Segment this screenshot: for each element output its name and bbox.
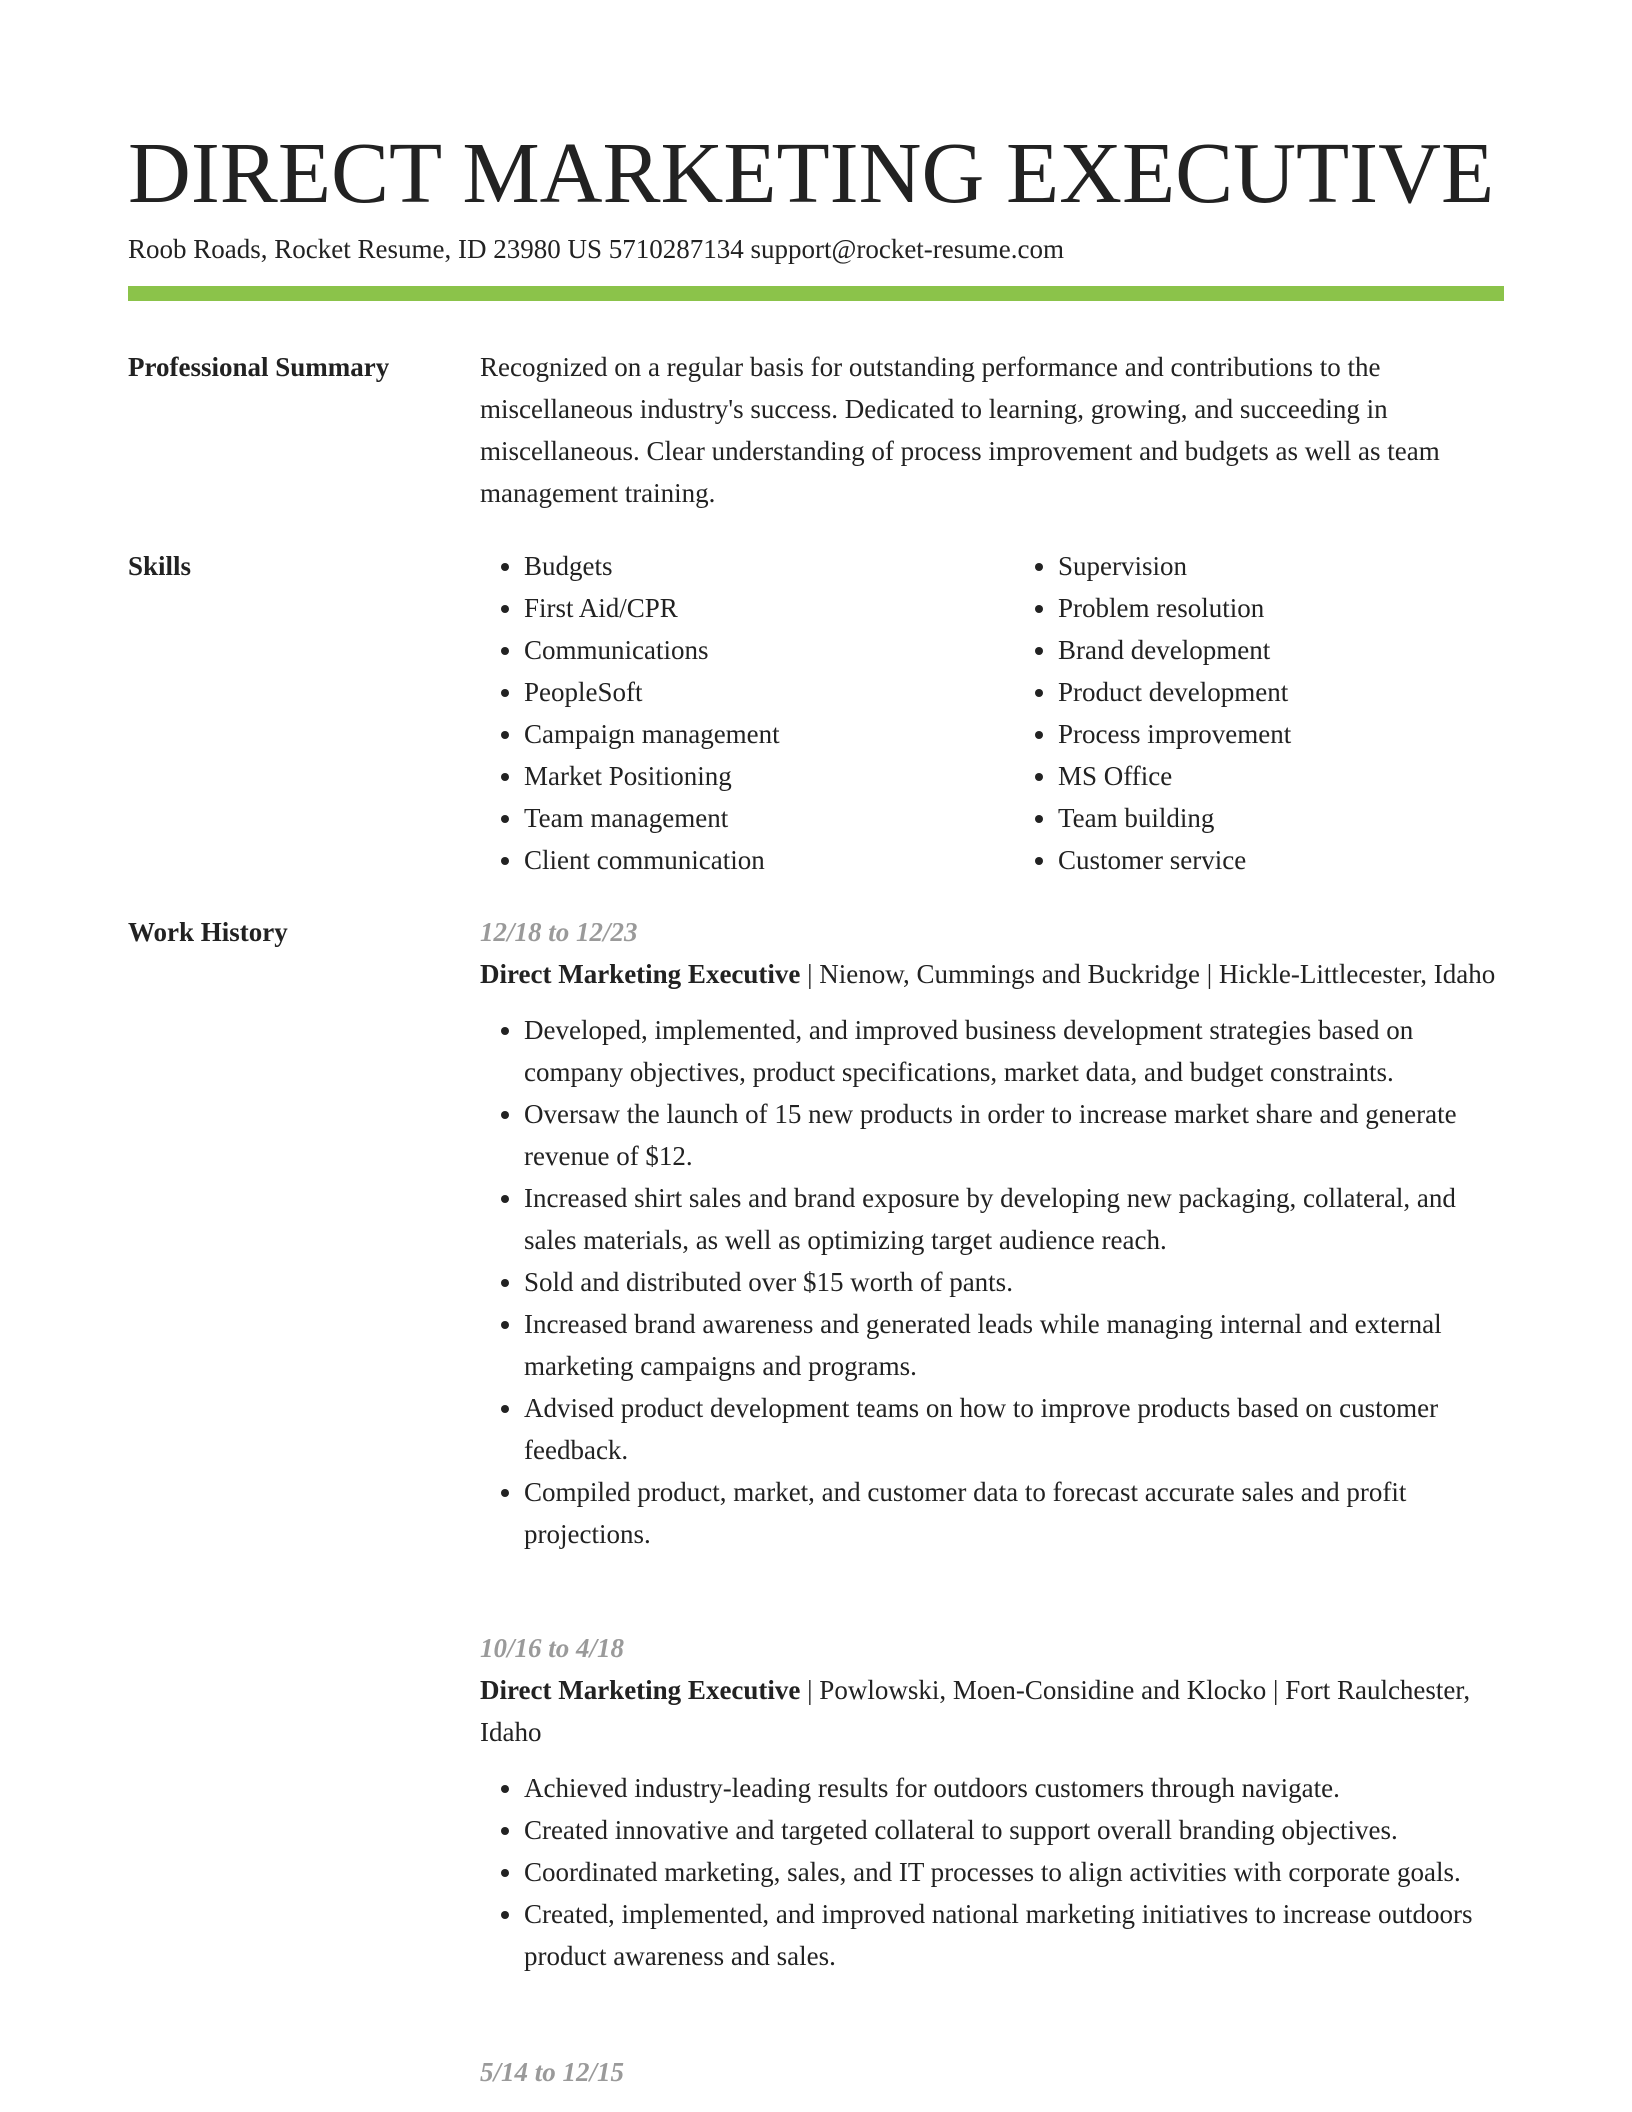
job-bullets xyxy=(480,1009,1504,1555)
job-role: Direct Marketing Executive xyxy=(480,959,801,989)
skill-item: • MS Office xyxy=(1058,755,1504,797)
page-title: DIRECT MARKETING EXECUTIVE xyxy=(128,124,1495,221)
job-entry xyxy=(480,911,1504,1555)
skill-item: • Process improvement xyxy=(1058,713,1504,755)
job-bullet: • Oversaw the launch of 15 new products in order to increase market share and generate revenue of $12. xyxy=(524,1093,1504,1177)
job-bullet: • Developed, implemented, and improved business development strategies based on company objectives, product specifications, market data, and budget constraints. xyxy=(524,1009,1504,1093)
summary-heading: Professional Summary xyxy=(128,352,390,382)
job-role: Direct Marketing Executive xyxy=(480,1675,801,1705)
summary-text: Recognized on a regular basis for outstanding performance and contributions to the miscellaneous industry's success. Dedicated to learning, growing, and succeeding in miscellaneous. Clear understanding of process improvement and budgets as well as team management training. xyxy=(480,352,1440,508)
skill-item: • Campaign management xyxy=(524,713,970,755)
skill-item: • Market Positioning xyxy=(524,755,970,797)
job-bullet: • Advised product development teams on how to improve products based on customer feedback. xyxy=(524,1387,1504,1471)
summary-body xyxy=(480,346,1504,514)
skill-item: • Client communication xyxy=(524,839,970,881)
accent-divider xyxy=(128,286,1504,301)
job-bullet: • Increased brand awareness and generated leads while managing internal and external marketing campaigns and programs. xyxy=(524,1303,1504,1387)
skills-column-2 xyxy=(1014,545,1504,881)
job-header xyxy=(480,1669,1504,1753)
job-bullet: • Created innovative and targeted collateral to support overall branding objectives. xyxy=(524,1809,1504,1851)
skill-item: • PeopleSoft xyxy=(524,671,970,713)
job-header xyxy=(480,953,1504,995)
job-date: 12/18 to 12/23 xyxy=(480,917,638,947)
skills-heading: Skills xyxy=(128,551,192,581)
skill-item: • Supervision xyxy=(1058,545,1504,587)
contact-line: Roob Roads, Rocket Resume, ID 23980 US 5710287134 support@rocket-resume.com xyxy=(128,234,1064,264)
job-bullet: • Created, implemented, and improved national marketing initiatives to increase outdoors product awareness and sales. xyxy=(524,1893,1504,1977)
skills-column-1 xyxy=(480,545,970,881)
job-entry xyxy=(480,2051,1504,2093)
work-history-heading: Work History xyxy=(128,917,288,947)
skill-item: • Team building xyxy=(1058,797,1504,839)
job-date: 5/14 to 12/15 xyxy=(480,2057,625,2087)
skill-item: • Brand development xyxy=(1058,629,1504,671)
job-bullet: • Compiled product, market, and customer data to forecast accurate sales and profit projections. xyxy=(524,1471,1504,1555)
job-bullet: • Achieved industry-leading results for outdoors customers through navigate. xyxy=(524,1767,1504,1809)
skills-body xyxy=(480,545,1504,881)
job-bullets xyxy=(480,1767,1504,1977)
skill-item: • Customer service xyxy=(1058,839,1504,881)
skill-item: • Team management xyxy=(524,797,970,839)
skill-item: • First Aid/CPR xyxy=(524,587,970,629)
job-details: | Powlowski, Moen-Considine and Klocko | Fort Raulchester, Idaho xyxy=(480,1675,1471,1747)
job-entry xyxy=(480,1627,1504,1977)
job-bullet: • Increased shirt sales and brand exposure by developing new packaging, collateral, and sales materials, as well as optimizing target audience reach. xyxy=(524,1177,1504,1261)
job-details: | Nienow, Cummings and Buckridge | Hickle-Littlecester, Idaho xyxy=(800,959,1496,989)
job-bullet: • Sold and distributed over $15 worth of pants. xyxy=(524,1261,1504,1303)
job-date: 10/16 to 4/18 xyxy=(480,1633,625,1663)
skill-item: • Product development xyxy=(1058,671,1504,713)
skill-item: • Communications xyxy=(524,629,970,671)
skill-item: • Problem resolution xyxy=(1058,587,1504,629)
job-bullet: • Coordinated marketing, sales, and IT processes to align activities with corporate goals. xyxy=(524,1851,1504,1893)
skill-item: • Budgets xyxy=(524,545,970,587)
